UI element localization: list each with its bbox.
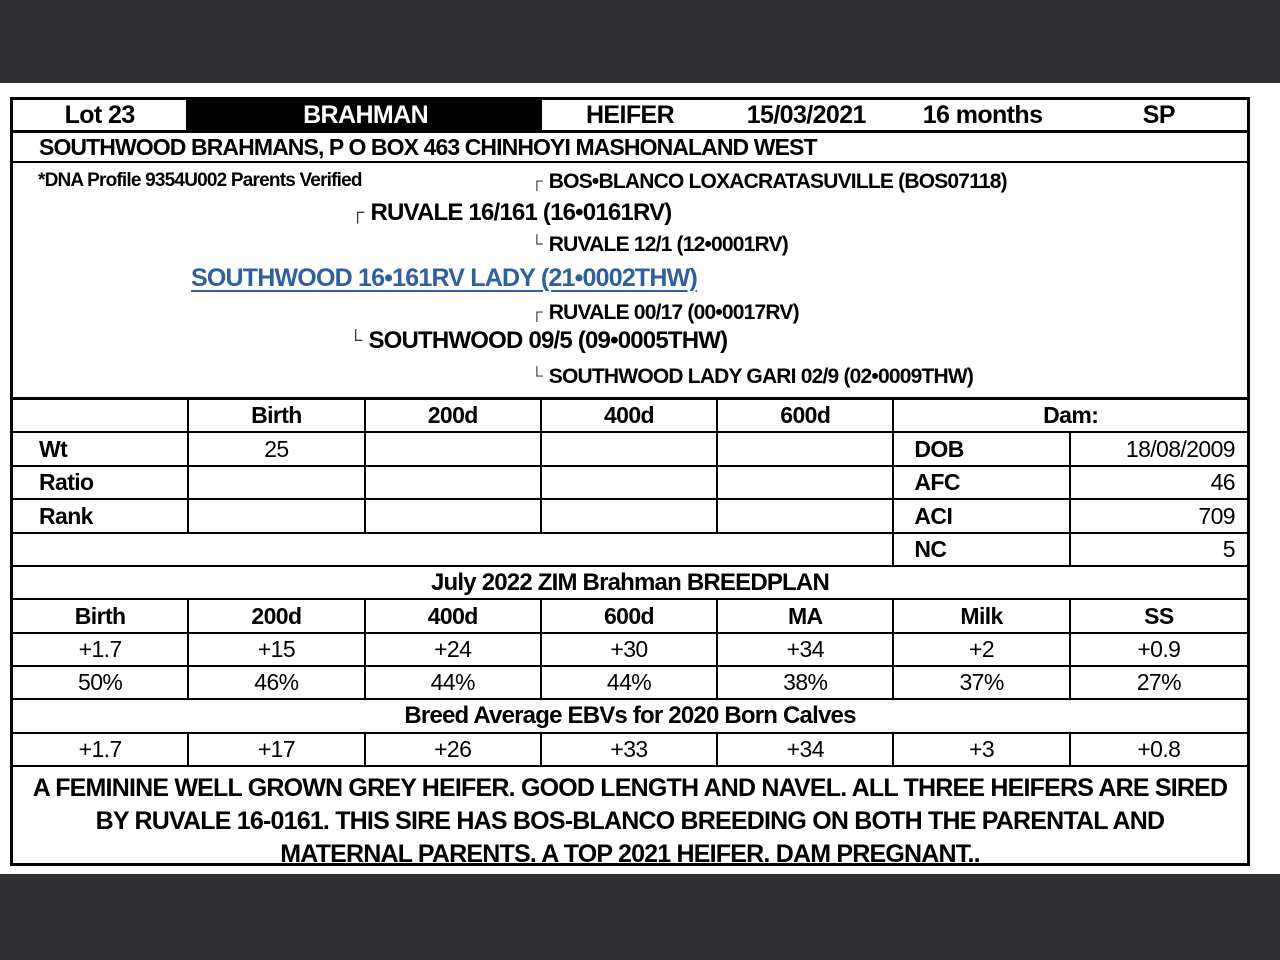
growth-col-header: 200d — [366, 400, 542, 433]
breeder-address: SOUTHWOOD BRAHMANS, P O BOX 463 CHINHOYI MASHONALAND WEST — [13, 133, 1247, 163]
breed-banner: BRAHMAN — [189, 100, 542, 130]
branch-top-icon: ┌ — [531, 172, 542, 190]
growth-value — [366, 467, 542, 500]
growth-value — [718, 433, 894, 467]
ebv-col-header: SS — [1144, 602, 1174, 629]
growth-col-header: Birth — [189, 400, 365, 433]
dam-stat-label: ACI — [894, 500, 1070, 534]
breedplan-title: July 2022 ZIM Brahman BREEDPLAN — [13, 567, 1247, 600]
ebv-value: +34 — [718, 634, 894, 665]
branch-bottom-icon: └ — [531, 235, 542, 253]
growth-value — [542, 467, 718, 500]
pedigree-tree — [13, 163, 1247, 400]
breed-average-value: +33 — [542, 734, 718, 765]
branch-bottom-icon: └ — [531, 367, 542, 385]
dam-stat-value: 5 — [1071, 534, 1247, 567]
breed-average-value: +3 — [894, 734, 1070, 765]
dam-stat-label: DOB — [894, 433, 1070, 467]
ebv-col-header: 600d — [542, 600, 718, 632]
ebv-accuracy-row — [13, 667, 1247, 700]
maternal-granddam — [531, 365, 973, 389]
sire-name: RUVALE 16/161 (16•0161RV) — [370, 199, 672, 226]
growth-col-header: 600d — [718, 400, 894, 433]
birth-date: 15/03/2021 — [746, 100, 866, 129]
lot-number: Lot 23 — [13, 100, 189, 130]
growth-value — [189, 467, 365, 500]
ebv-accuracy: 46% — [189, 667, 365, 698]
dam-panel-title: Dam: — [894, 400, 1247, 433]
paternal-granddam-name: RUVALE 12/1 (12•0001RV) — [548, 233, 788, 256]
breed-average-value: +26 — [366, 734, 542, 765]
maternal-granddam-name: SOUTHWOOD LADY GARI 02/9 (02•0009THW) — [548, 365, 974, 388]
growth-value — [718, 500, 894, 534]
breed-average-title: Breed Average EBVs for 2020 Born Calves — [13, 700, 1247, 734]
breed-average-value: +0.8 — [1137, 736, 1181, 762]
dam-stat-label: AFC — [894, 467, 1070, 500]
dam-stat-value: 46 — [1071, 467, 1247, 500]
ebv-accuracy: 44% — [542, 667, 718, 698]
breed-average-values-row — [13, 734, 1247, 767]
lot-catalog-page — [10, 97, 1250, 866]
growth-corner-cell — [13, 400, 189, 433]
ebv-col-header: 200d — [189, 600, 365, 632]
breed-average-value: +17 — [189, 734, 365, 765]
growth-value — [542, 433, 718, 467]
maternal-grandsire — [531, 301, 799, 325]
growth-dam-table — [13, 400, 1247, 567]
dam-stat-value: 18/08/2009 — [1071, 433, 1247, 467]
animal-name-link[interactable]: SOUTHWOOD 16•161RV LADY (21•0002THW) — [191, 264, 697, 292]
ebv-value: +30 — [542, 634, 718, 665]
dam-stat-label: NC — [894, 534, 1070, 567]
paternal-grandsire-name: BOS•BLANCO LOXACRATASUVILLE (BOS07118) — [548, 170, 1007, 193]
ebv-value: +2 — [894, 634, 1070, 665]
ebv-value: +24 — [366, 634, 542, 665]
ebv-header-row — [13, 600, 1247, 634]
ebv-accuracy: 38% — [718, 667, 894, 698]
dam-stat-value: 709 — [1071, 500, 1247, 534]
branch-top-icon: ┌ — [531, 303, 542, 321]
growth-row-label: Rank — [13, 500, 189, 534]
ebv-col-header: 400d — [366, 600, 542, 632]
sex-label: HEIFER — [585, 100, 675, 129]
lot-header-row — [13, 100, 1247, 133]
growth-value — [542, 500, 718, 534]
ebv-col-header: Birth — [13, 600, 189, 632]
growth-merged-empty-cell — [13, 534, 894, 567]
growth-value — [189, 500, 365, 534]
branch-top-icon: ┌ — [351, 201, 364, 222]
ebv-col-header: MA — [718, 600, 894, 632]
ebv-accuracy: 37% — [894, 667, 1070, 698]
growth-value — [366, 433, 542, 467]
dam-name: SOUTHWOOD 09/5 (09•0005THW) — [368, 327, 728, 354]
top-letterbox-bar — [0, 0, 1280, 83]
bottom-letterbox-bar — [0, 874, 1280, 960]
ebv-value: +15 — [189, 634, 365, 665]
breed-average-value: +1.7 — [13, 734, 189, 765]
growth-col-header: 400d — [542, 400, 718, 433]
paternal-grandsire — [531, 170, 1007, 194]
status-code: SP — [1142, 100, 1175, 129]
growth-row-label: Ratio — [13, 467, 189, 500]
dam — [349, 327, 727, 355]
ebv-accuracy: 27% — [1136, 669, 1181, 695]
ebv-col-header: Milk — [894, 600, 1070, 632]
growth-value — [366, 500, 542, 534]
ebv-values-row — [13, 634, 1247, 667]
dna-profile-note: *DNA Profile 9354U002 Parents Verified — [38, 170, 362, 191]
ebv-accuracy: 44% — [366, 667, 542, 698]
growth-value: 25 — [189, 433, 365, 467]
branch-bottom-icon: └ — [349, 329, 362, 350]
growth-value — [718, 467, 894, 500]
ebv-value: +1.7 — [13, 634, 189, 665]
ebv-value: +0.9 — [1137, 636, 1181, 662]
age-label: 16 months — [922, 100, 1043, 129]
growth-row-label: Wt — [13, 433, 189, 467]
paternal-granddam — [531, 233, 788, 257]
breed-average-value: +34 — [718, 734, 894, 765]
maternal-grandsire-name: RUVALE 00/17 (00•0017RV) — [548, 301, 799, 324]
ebv-accuracy: 50% — [13, 667, 189, 698]
sire — [351, 199, 671, 227]
lot-description: A FEMININE WELL GROWN GREY HEIFER. GOOD LENGTH AND NAVEL. ALL THREE HEIFERS ARE SIRED BY RUVALE 16-0161. THIS SIRE HAS BOS-BLANCO BREEDING ON BOTH THE PARENTAL AND MATERNAL PARENTS. A TOP 2021 HEIFER. DAM PREGNANT.. — [32, 774, 1228, 868]
